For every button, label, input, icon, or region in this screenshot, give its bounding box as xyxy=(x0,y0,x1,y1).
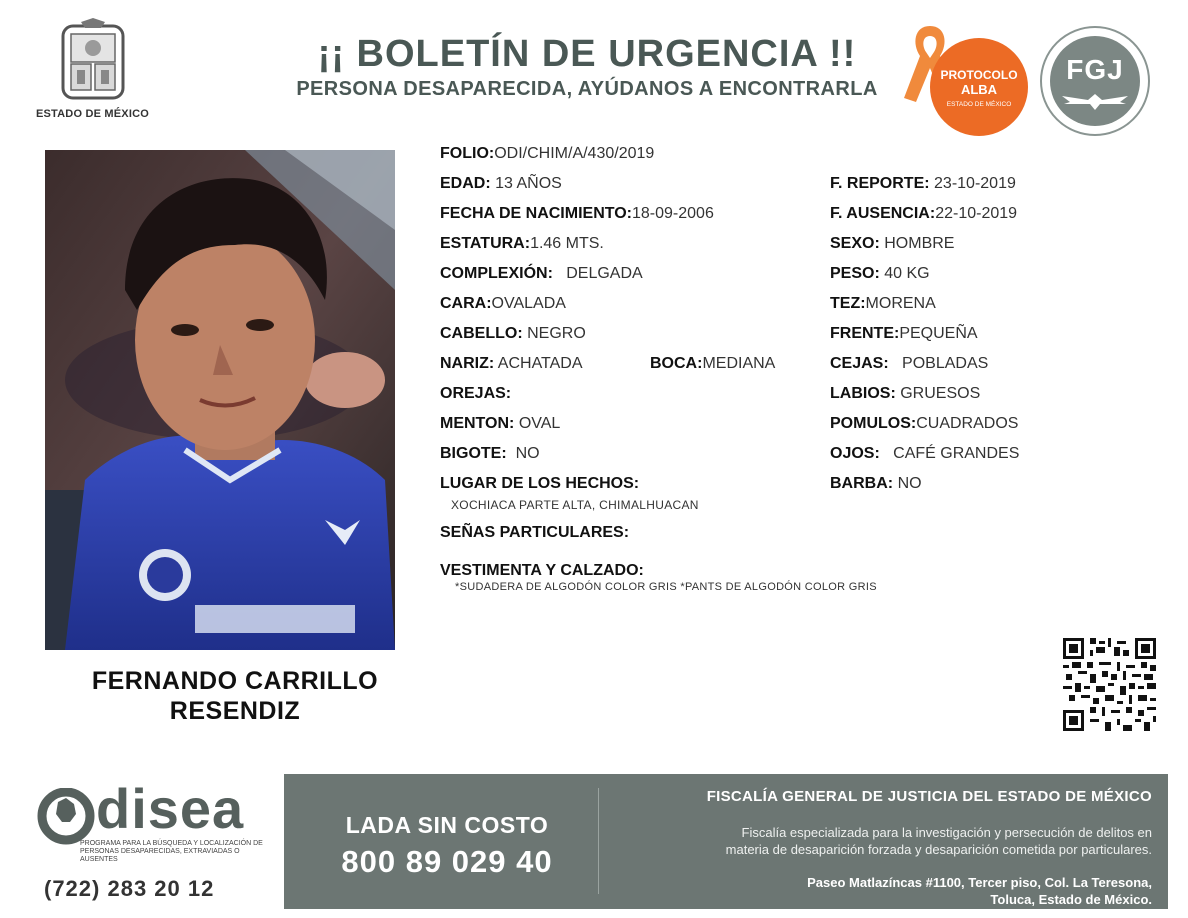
field-frente xyxy=(830,323,978,345)
bigote-label: BIGOTE: xyxy=(440,445,507,462)
labios-label: LABIOS: xyxy=(830,385,896,402)
field-pomulos xyxy=(830,413,1018,435)
field-estatura xyxy=(440,233,604,255)
fiscalia-description-line2: materia de desaparición forzada y desaparición cometida por particulares. xyxy=(725,842,1152,857)
cejas-label: CEJAS: xyxy=(830,355,889,372)
fiscalia-description xyxy=(604,824,1152,858)
field-ausencia xyxy=(830,203,1017,225)
fiscalia-description-line1: Fiscalía especializada para la investigación y persecución de delitos en xyxy=(741,825,1152,840)
field-folio xyxy=(440,143,654,165)
nacimiento-value: 18-09-2006 xyxy=(632,205,714,222)
lugar-label: LUGAR DE LOS HECHOS: xyxy=(440,475,640,492)
bigote-value: NO xyxy=(515,445,540,462)
barba-value: NO xyxy=(897,475,922,492)
sexo-label: SEXO: xyxy=(830,235,880,252)
person-photo xyxy=(45,150,395,650)
reporte-label: F. REPORTE: xyxy=(830,175,930,192)
edad-value: 13 AÑOS xyxy=(495,175,562,192)
address-line1: Paseo Matlazíncas #1100, Tercer piso, Col. La Teresona, xyxy=(807,875,1152,890)
boca-value: MEDIANA xyxy=(702,355,776,372)
ojos-label: OJOS: xyxy=(830,445,880,462)
odisea-program: PROGRAMA PARA LA BÚSQUEDA Y LOCALIZACIÓN DE PERSONAS DESAPARECIDAS, EXTRAVIADAS O AUSENTES xyxy=(80,840,263,863)
lada-label: LADA SIN COSTO xyxy=(345,812,549,838)
estatura-label: ESTATURA: xyxy=(440,235,531,252)
address-line2: Toluca, Estado de México. xyxy=(990,892,1152,907)
field-cejas xyxy=(830,353,988,375)
frente-label: FRENTE: xyxy=(830,325,900,342)
estado-de-mexico-logo xyxy=(30,18,155,128)
protocolo-alba-logo xyxy=(900,22,1032,132)
nacimiento-label: FECHA DE NACIMIENTO: xyxy=(440,205,632,222)
field-boca xyxy=(650,353,775,375)
alba-line3: ESTADO DE MÉXICO xyxy=(946,101,1012,108)
portrait-image xyxy=(45,150,395,650)
field-cara xyxy=(440,293,566,315)
reporte-value: 23-10-2019 xyxy=(934,175,1016,192)
menton-value: OVAL xyxy=(518,415,561,432)
field-barba xyxy=(830,473,922,495)
menton-label: MENTON: xyxy=(440,415,515,432)
field-menton xyxy=(440,413,560,435)
bulletin-subtitle: PERSONA DESAPARECIDA, AYÚDANOS A ENCONTRARLA xyxy=(296,78,878,100)
cejas-value: POBLADAS xyxy=(902,355,989,372)
fgj-seal xyxy=(1040,26,1150,136)
orejas-label: OREJAS: xyxy=(440,385,512,402)
edad-label: EDAD: xyxy=(440,175,491,192)
field-cabello xyxy=(440,323,586,345)
fgj-initials: FGJ xyxy=(1066,54,1124,85)
alba-line1: PROTOCOLO xyxy=(940,68,1018,82)
boca-label: BOCA: xyxy=(650,355,703,372)
ausencia-value: 22-10-2019 xyxy=(935,205,1018,222)
footer-banner xyxy=(284,774,1168,909)
pomulos-label: POMULOS: xyxy=(830,415,917,432)
cabello-label: CABELLO: xyxy=(440,325,523,342)
lada-number[interactable]: 800 89 029 40 xyxy=(341,844,553,879)
bulletin-title: ¡¡ BOLETÍN DE URGENCIA !! xyxy=(317,33,857,75)
odisea-logo xyxy=(36,777,276,908)
vestimenta-value: *SUDADERA DE ALGODÓN COLOR GRIS *PANTS DE ALGODÓN COLOR GRIS xyxy=(455,581,877,593)
labios-value: GRUESOS xyxy=(900,385,981,402)
field-peso xyxy=(830,263,930,285)
wings-icon xyxy=(1060,88,1130,112)
qr-code-icon xyxy=(1063,638,1156,731)
person-name xyxy=(40,666,430,726)
frente-value: PEQUEÑA xyxy=(899,325,978,342)
field-sexo xyxy=(830,233,954,255)
ojos-value: CAFÉ GRANDES xyxy=(893,445,1020,462)
complexion-value: DELGADA xyxy=(566,265,643,282)
coat-of-arms-icon xyxy=(57,18,129,104)
fgj-seal-inner xyxy=(1050,36,1140,126)
estatura-value: 1.46 MTS. xyxy=(530,235,604,252)
cara-label: CARA: xyxy=(440,295,492,312)
peso-label: PESO: xyxy=(830,265,880,282)
field-nacimiento xyxy=(440,203,714,225)
complexion-label: COMPLEXIÓN: xyxy=(440,265,553,282)
barba-label: BARBA: xyxy=(830,475,894,492)
field-reporte xyxy=(830,173,1016,195)
field-edad xyxy=(440,173,562,195)
qr-code[interactable] xyxy=(1063,638,1156,731)
field-lugar xyxy=(440,473,639,495)
ausencia-label: F. AUSENCIA: xyxy=(830,205,936,222)
cabello-value: NEGRO xyxy=(527,325,586,342)
fiscalia-address xyxy=(604,874,1152,908)
odisea-brand: disea xyxy=(96,777,245,840)
lugar-value: XOCHIACA PARTE ALTA, CHIMALHUACAN xyxy=(451,498,699,512)
peso-value: 40 KG xyxy=(884,265,930,282)
person-name-line2: RESENDIZ xyxy=(169,697,301,725)
field-senas xyxy=(440,522,629,544)
tez-label: TEZ: xyxy=(830,295,866,312)
senas-label: SEÑAS PARTICULARES: xyxy=(440,524,630,541)
alba-badge xyxy=(930,38,1028,136)
tez-value: MORENA xyxy=(865,295,936,312)
fiscalia-title: FISCALÍA GENERAL DE JUSTICIA DEL ESTADO DE MÉXICO xyxy=(706,788,1152,805)
nariz-value: ACHATADA xyxy=(497,355,583,372)
folio-label: FOLIO: xyxy=(440,145,495,162)
field-nariz xyxy=(440,353,583,375)
field-tez xyxy=(830,293,936,315)
person-name-line1: FERNANDO CARRILLO xyxy=(91,667,379,695)
field-labios xyxy=(830,383,980,405)
banner-divider xyxy=(598,788,599,894)
folio-value: ODI/CHIM/A/430/2019 xyxy=(494,145,655,162)
odisea-phone[interactable]: (722) 283 20 12 xyxy=(44,876,215,901)
estado-label: ESTADO DE MÉXICO xyxy=(35,108,149,120)
cara-value: OVALADA xyxy=(491,295,566,312)
field-complexion xyxy=(440,263,643,285)
alba-line2: ALBA xyxy=(960,82,998,97)
pomulos-value: CUADRADOS xyxy=(916,415,1019,432)
sexo-value: HOMBRE xyxy=(884,235,955,252)
bulletin-header xyxy=(262,32,912,101)
nariz-label: NARIZ: xyxy=(440,355,495,372)
field-vestimenta xyxy=(440,560,644,582)
field-bigote xyxy=(440,443,540,465)
field-orejas xyxy=(440,383,511,405)
field-ojos xyxy=(830,443,1019,465)
vestimenta-label: VESTIMENTA Y CALZADO: xyxy=(440,562,644,579)
